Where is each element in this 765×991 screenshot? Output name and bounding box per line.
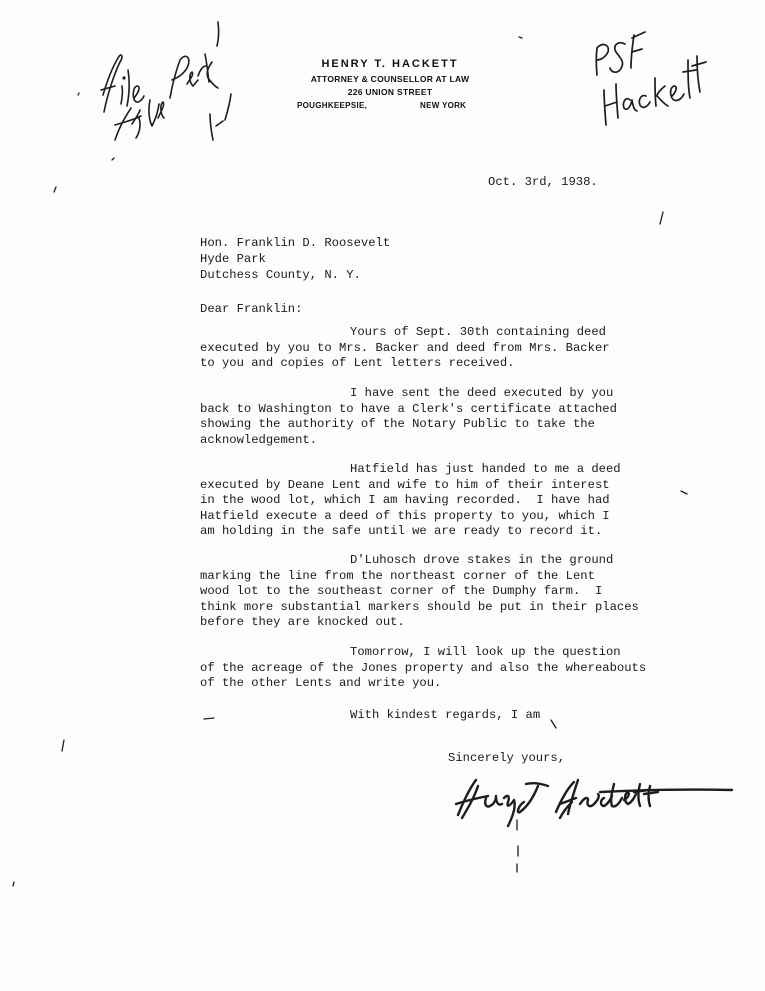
- paragraph-line: Tomorrow, I will look up the question: [350, 645, 621, 659]
- letterhead-city: POUGHKEEPSIE,: [297, 101, 368, 110]
- paragraph-line: executed by you to Mrs. Backer and deed from Mrs. Backer: [200, 340, 610, 355]
- salutation: Dear Franklin:: [200, 302, 303, 316]
- paragraph-line: acknowledgement.: [200, 432, 318, 447]
- recipient-place: Hyde Park: [200, 252, 266, 266]
- handwritten-note-top-left: [101, 22, 219, 140]
- letter-date: Oct. 3rd, 1938.: [488, 175, 598, 189]
- paragraph-line: in the wood lot, which I am having recorded. I have had: [200, 493, 610, 507]
- paragraph-line: back to Washington to have a Clerk's certificate attached: [200, 401, 617, 416]
- recipient-name: Hon. Franklin D. Roosevelt: [200, 236, 391, 250]
- letterhead-street: 226 UNION STREET: [347, 87, 433, 97]
- paragraph-line: of the other Lents and write you.: [200, 676, 442, 690]
- paragraph-line: am holding in the safe until we are ready to record it.: [200, 524, 603, 538]
- letterhead-title: ATTORNEY & COUNSELLOR AT LAW: [310, 74, 470, 84]
- recipient-county: Dutchess County, N. Y.: [200, 268, 361, 282]
- scan-marks: [13, 37, 687, 886]
- paragraph-line: to you and copies of Lent letters received.: [200, 356, 515, 370]
- paragraph-line: D'Luhosch drove stakes in the ground: [350, 553, 614, 567]
- paragraph-line: marking the line from the northeast corner of the Lent: [200, 568, 595, 583]
- paragraph-line: showing the authority of the Notary Public to take the: [200, 417, 595, 431]
- sign-off: Sincerely yours,: [448, 751, 566, 765]
- letterhead-name: HENRY T. HACKETT: [321, 58, 459, 70]
- paragraph-line: Hatfield has just handed to me a deed: [350, 462, 621, 476]
- paragraph-line: before they are knocked out.: [200, 615, 405, 629]
- paragraph-line: Yours of Sept. 30th containing deed: [350, 325, 606, 339]
- paragraph-line: I have sent the deed executed by you: [350, 386, 614, 400]
- paragraph-line: think more substantial markers should be put in their places: [200, 599, 639, 614]
- paragraph-line: of the acreage of the Jones property and also the whereabouts: [200, 660, 647, 675]
- handwritten-note-top-right: [596, 32, 706, 125]
- handwritten-mark-1-1: [210, 94, 231, 140]
- handwritten-signature: [456, 780, 732, 826]
- paragraph-line: Hatfield execute a deed of this property to you, which I: [200, 508, 610, 523]
- letterhead-state: NEW YORK: [420, 101, 467, 110]
- closing-line: With kindest regards, I am: [350, 708, 541, 722]
- paragraph-line: wood lot to the southeast corner of the Dumphy farm. I: [200, 584, 603, 598]
- paragraph-line: executed by Deane Lent and wife to him of their interest: [200, 477, 610, 492]
